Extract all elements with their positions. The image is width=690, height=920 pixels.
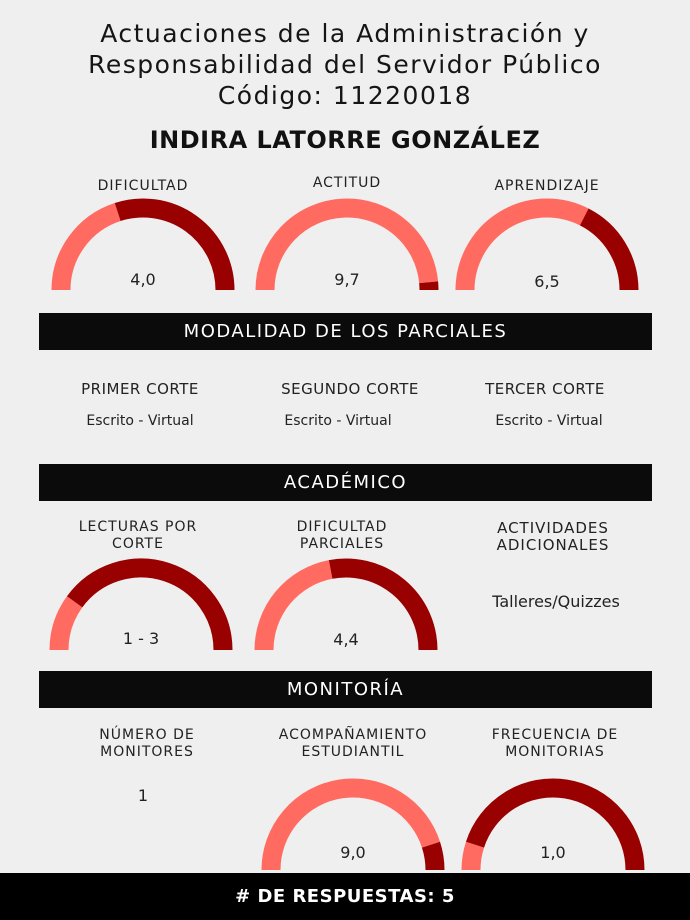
dificultad-parciales-label — [242, 519, 442, 553]
segundo-corte-label: SEGUNDO CORTE — [281, 380, 419, 398]
gauge-value-actitud: 9,7 — [334, 270, 360, 289]
frecuencia-label-line-1: FRECUENCIA DE — [491, 727, 619, 743]
primer-corte-value: Escrito - Virtual — [86, 413, 194, 429]
gauge-label-dificultad: DIFICULTAD — [97, 178, 189, 194]
gauge-value-acompanamiento: 9,0 — [340, 843, 366, 862]
course-title-line-2: Responsabilidad del Servidor Público — [88, 50, 602, 79]
dificultad-parciales-label-line-2: PARCIALES — [299, 536, 385, 552]
numero-monitores-value: 1 — [137, 786, 149, 805]
gauge-value-lecturas: 1 - 3 — [122, 629, 160, 648]
section-modalidad: MODALIDAD DE LOS PARCIALES — [39, 313, 652, 350]
acompanamiento-label-line-2: ESTUDIANTIL — [301, 744, 405, 760]
actividades-label-line-2: ADICIONALES — [496, 536, 610, 554]
gauge-label-actitud: ACTITUD — [312, 175, 382, 191]
actividades-label — [453, 520, 653, 554]
gauge-value-frecuencia: 1,0 — [540, 843, 566, 862]
acompanamiento-label — [253, 727, 453, 761]
responses-footer: # DE RESPUESTAS: 5 — [0, 873, 690, 920]
frecuencia-label — [455, 727, 655, 761]
lecturas-label — [38, 519, 238, 553]
course-title-line-1: Actuaciones de la Administración y — [100, 19, 590, 48]
gauge-value-aprendizaje: 6,5 — [534, 272, 560, 291]
actividades-value: Talleres/Quizzes — [492, 592, 620, 611]
acompanamiento-label-line-1: ACOMPAÑAMIENTO — [278, 727, 428, 743]
gauge-value-dificultad-parciales: 4,4 — [333, 630, 359, 649]
tercer-corte-label: TERCER CORTE — [485, 380, 605, 398]
segundo-corte-value: Escrito - Virtual — [284, 413, 392, 429]
primer-corte-label: PRIMER CORTE — [81, 380, 199, 398]
tercer-corte-value: Escrito - Virtual — [495, 413, 603, 429]
section-academico: ACADÉMICO — [39, 464, 652, 501]
dificultad-parciales-label-line-1: DIFICULTAD — [296, 519, 388, 535]
course-title — [0, 18, 690, 111]
course-code: Código: 11220018 — [217, 81, 473, 110]
frecuencia-label-line-2: MONITORIAS — [505, 744, 605, 760]
lecturas-label-line-1: LECTURAS POR — [78, 519, 198, 535]
actividades-label-line-1: ACTIVIDADES — [497, 519, 609, 537]
professor-name: INDIRA LATORRE GONZÁLEZ — [149, 126, 541, 154]
numero-monitores-label-line-1: NÚMERO DE — [99, 727, 195, 743]
section-monitoria: MONITORÍA — [39, 671, 652, 708]
gauge-label-aprendizaje: APRENDIZAJE — [494, 178, 600, 194]
lecturas-label-line-2: CORTE — [112, 536, 164, 552]
numero-monitores-label-line-2: MONITORES — [100, 744, 194, 760]
gauge-value-dificultad: 4,0 — [130, 270, 156, 289]
numero-monitores-label — [47, 727, 247, 761]
